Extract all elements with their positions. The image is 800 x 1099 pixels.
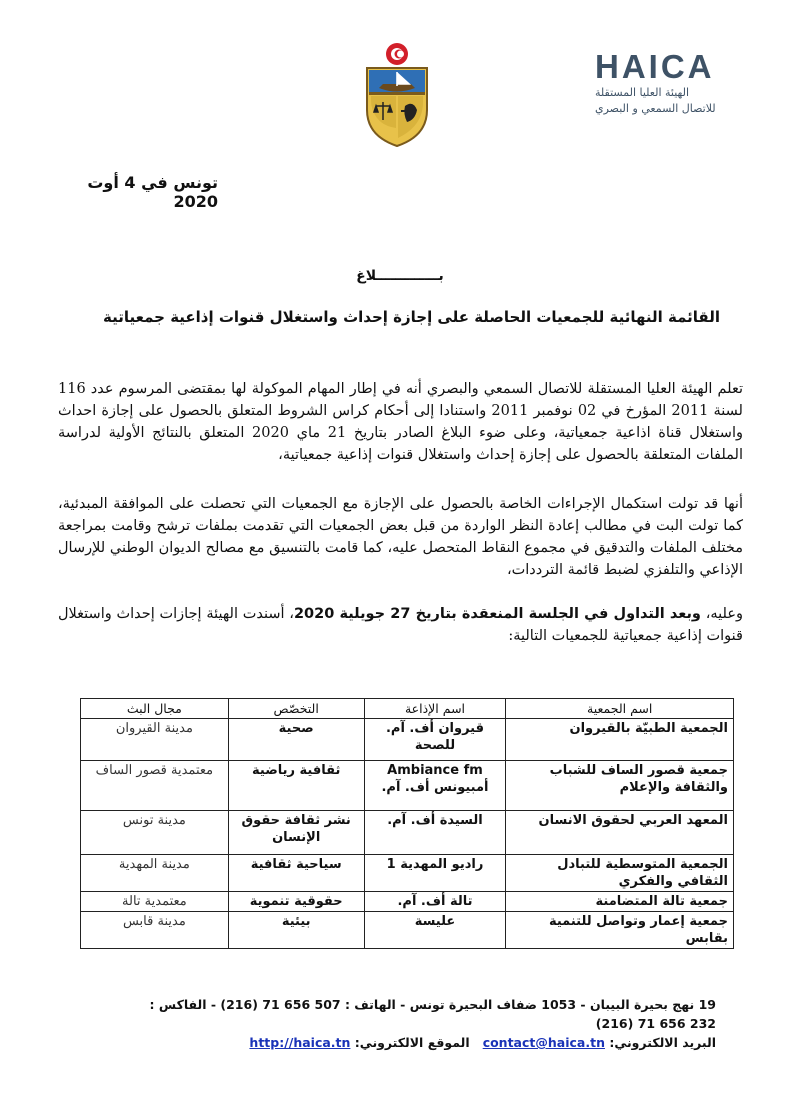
body-paragraph-3 bbox=[58, 603, 743, 647]
email-label: البريد الالكتروني: bbox=[609, 1035, 716, 1050]
station-name: تالة أف. آم. bbox=[364, 892, 506, 912]
table-row bbox=[81, 855, 734, 892]
station-name: قيروان أف. آم. للصحة bbox=[364, 719, 506, 761]
footer-contacts bbox=[120, 1033, 716, 1052]
tunisia-coat-of-arms-icon bbox=[357, 40, 437, 150]
header-station-name: اسم الإذاعة bbox=[364, 699, 506, 719]
broadcast-area: مدينة القيروان bbox=[81, 719, 229, 761]
table-row bbox=[81, 811, 734, 855]
body-paragraph-2: أنها قد تولت استكمال الإجراءات الخاصة بالحصول على الإجازة مع الجمعيات التي تحصلت على الموافقة المبدئية، كما تولت البت في مطالب إعادة النظر الواردة من قبل بعض الجمعيات التي تقدمت بملفات ترشح وقامت بمراجعة مختلف الملفات والتدقيق في مجموع النقاط المتحصل عليه، كما قامت بالتنسيق مع مصالح الديوان الوطني للإرسال الإذاعي والتلفزي لضبط قائمة الترددات، bbox=[58, 496, 743, 578]
station-name: السيدة أف. آم. bbox=[364, 811, 506, 855]
haica-logo-word: HAICA bbox=[595, 48, 715, 85]
association-name: الجمعية الطبيّة بالقيروان bbox=[506, 719, 734, 761]
specialty: نشر ثقافة حقوق الإنسان bbox=[228, 811, 364, 855]
haica-logo-arabic-line-1: الهيئة العليا المستقلة bbox=[595, 86, 690, 99]
specialty: صحية bbox=[228, 719, 364, 761]
website-label: الموقع الالكتروني: bbox=[354, 1035, 470, 1050]
footer-address: 19 نهج بحيرة البيبان - 1053 ضفاف البحيرة تونس - الهاتف : 507 656 71 (216) - الفاكس : 232 656 71 (216) bbox=[149, 997, 716, 1031]
header-specialty: التخصّص bbox=[228, 699, 364, 719]
specialty: سياحية ثقافية bbox=[228, 855, 364, 892]
table-row bbox=[81, 892, 734, 912]
email-link[interactable]: contact@haica.tn bbox=[482, 1035, 605, 1050]
station-name: عليسة bbox=[364, 912, 506, 949]
broadcast-area: مدينة قابس bbox=[81, 912, 229, 949]
station-name: Ambiance fm أمبيونس أف. آم. bbox=[364, 761, 506, 811]
associations-table bbox=[80, 698, 734, 949]
paragraph-3-bold: وبعد التداول في الجلسة المنعقدة بتاريخ 27 جويلية 2020 bbox=[293, 606, 701, 622]
table-row bbox=[81, 761, 734, 811]
broadcast-area: مدينة تونس bbox=[81, 811, 229, 855]
document-date: تونس في 4 أوت 2020 bbox=[87, 173, 218, 211]
haica-logo-arabic-line-2: للاتصال السمعي و البصري bbox=[595, 102, 716, 115]
header-association-name: اسم الجمعية bbox=[506, 699, 734, 719]
broadcast-area: معتمدية تالة bbox=[81, 892, 229, 912]
body-paragraph-1: تعلم الهيئة العليا المستقلة للاتصال السمعي والبصري أنه في إطار المهام الموكولة لها بمقتضى المرسوم عدد 116 لسنة 2011 المؤرخ في 02 نوفمبر 2011 واستنادا إلى أحكام كراس الشروط المتعلق بالحصول على إجازة احداث واستغلال قناة اذاعية جمعياتية، وعلى ضوء البلاغ الصادر بتاريخ 21 ماي 2020 المتعلق بالنتائج الأولية لدراسة الملفات المتعلقة بالحصول على إجازة إحداث واستغلال قنوات إذاعية جمعياتية، bbox=[58, 381, 743, 463]
website-link[interactable]: http://haica.tn bbox=[249, 1035, 351, 1050]
table-row bbox=[81, 719, 734, 761]
haica-logo bbox=[595, 50, 745, 116]
paragraph-3-suffix: ، أسندت الهيئة إجازات إحداث واستغلال قنوات إذاعية جمعياتية للجمعيات التالية: bbox=[58, 606, 743, 644]
header-broadcast-area: مجال البث bbox=[81, 699, 229, 719]
association-name: الجمعية المتوسطية للتبادل الثقافي والفكري bbox=[506, 855, 734, 892]
table-row bbox=[81, 912, 734, 949]
footer bbox=[120, 995, 716, 1052]
association-name: المعهد العربي لحقوق الانسان bbox=[506, 811, 734, 855]
announcement-subtitle: القائمة النهائية للجمعيات الحاصلة على إجازة إحداث واستغلال قنوات إذاعية جمعياتية bbox=[103, 308, 720, 326]
broadcast-area: معتمدية قصور الساف bbox=[81, 761, 229, 811]
association-name: جمعية إعمار وتواصل للتنمية بقابس bbox=[506, 912, 734, 949]
association-name: جمعية قصور الساف للشباب والثقافة والإعلام bbox=[506, 761, 734, 811]
association-name: جمعية تالة المتضامنة bbox=[506, 892, 734, 912]
specialty: بيئية bbox=[228, 912, 364, 949]
paragraph-3-prefix: وعليه، bbox=[700, 606, 743, 622]
broadcast-area: مدينة المهدية bbox=[81, 855, 229, 892]
specialty: ثقافية رياضية bbox=[228, 761, 364, 811]
table-header-row bbox=[81, 699, 734, 719]
announcement-title: بـــــــــــــلاغ bbox=[356, 268, 444, 284]
specialty: حقوقية تنموية bbox=[228, 892, 364, 912]
station-name: راديو المهدية 1 bbox=[364, 855, 506, 892]
